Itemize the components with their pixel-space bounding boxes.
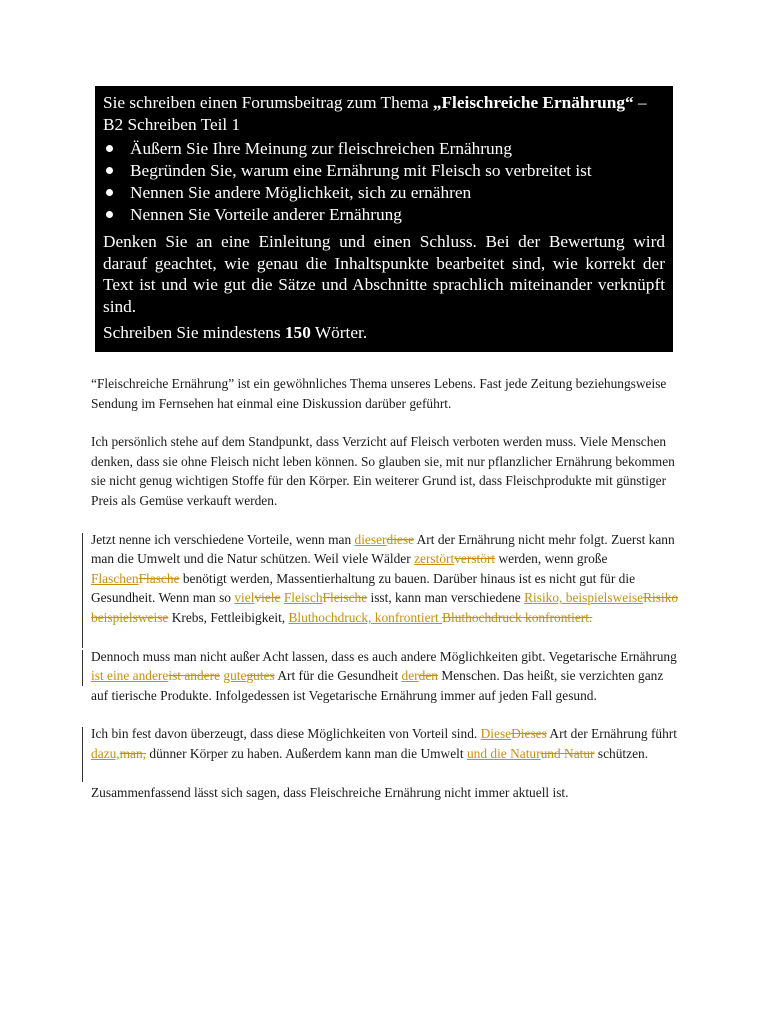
- task-title-prefix: Sie schreiben einen Forumsbeitrag zum Thema: [103, 93, 433, 112]
- tracked-insertion: gute: [223, 668, 247, 684]
- essay-text: Art der Ernährung führt: [546, 726, 677, 742]
- change-bar: [82, 727, 83, 782]
- tracked-deletion: Flasche: [138, 570, 180, 586]
- tracked-deletion: ist andere: [168, 668, 221, 684]
- essay-text: Jetzt nenne ich verschiedene Vorteile, wenn man: [91, 531, 355, 547]
- tracked-deletion: verstört: [454, 551, 496, 567]
- task-min-prefix: Schreiben Sie mindestens: [103, 323, 285, 342]
- tracked-insertion: dieser: [354, 531, 387, 547]
- task-title: [103, 92, 665, 135]
- tracked-deletion: und Natur: [540, 745, 595, 761]
- bullet-icon: [106, 167, 113, 174]
- task-subtitle: B2 Schreiben Teil 1: [103, 114, 241, 134]
- essay-text: benötigt werden, Massentierhaltung zu bauen. Darüber hinaus ist es nicht gut für die Gesundheit. Wenn man so: [91, 570, 636, 606]
- task-min-count: 150: [284, 323, 311, 342]
- task-bullet: [103, 182, 665, 204]
- essay-text: Krebs, Fettleibigkeit,: [168, 609, 289, 625]
- tracked-insertion: ist eine andere: [91, 668, 169, 684]
- task-min-suffix: Wörter.: [310, 323, 368, 342]
- essay-body: [91, 374, 681, 802]
- change-bar: [82, 533, 83, 648]
- task-bullet-list: [103, 138, 665, 226]
- essay-paragraph-alternatives: [91, 647, 681, 706]
- essay-text: Art der Ernährung nicht mehr folgt. Zuerst kann man die Umwelt und die Natur schützen. Weil viele Wälder: [91, 531, 675, 567]
- tracked-insertion: Bluthochdruck, konfrontiert: [288, 609, 443, 625]
- essay-paragraph-benefits: [91, 724, 681, 763]
- essay-text: dünner Körper zu haben. Außerdem kann man die Umwelt: [146, 745, 467, 761]
- tracked-insertion: und die Natur: [466, 745, 541, 761]
- tracked-insertion: Diese: [480, 726, 512, 742]
- task-bullet: [103, 204, 665, 226]
- task-bullet: [103, 138, 665, 160]
- essay-text: Menschen. Das heißt, sie verzichten ganz auf tierische Produkte. Infolgedessen ist Vegetarische Ernährung immer auf jeden Fall gesund.: [91, 668, 664, 703]
- task-box: [95, 86, 673, 352]
- essay-paragraph-conclusion: Zusammenfassend lässt sich sagen, dass Fleischreiche Ernährung nicht immer aktuell ist.: [91, 784, 569, 800]
- essay-paragraph-opinion: Ich persönlich stehe auf dem Standpunkt, dass Verzicht auf Fleisch verboten werden muss. Viele Menschen denken, dass sie ohne Fleisch nicht leben können. So glauben sie, mit nur pflanzlicher Ernährung bekommen sie nicht genug wichtigen Stoffe für den Körper. Ein weiterer Grund ist, dass Fleischprodukte mit günstiger Preis als Gemüse verkauft werden.: [91, 434, 675, 508]
- essay-text: schützen.: [594, 745, 649, 761]
- task-bullet: [103, 160, 665, 182]
- tracked-insertion: Fleisch: [283, 590, 323, 606]
- tracked-insertion: viel: [234, 590, 255, 606]
- essay-paragraph-advantages: [91, 530, 681, 628]
- tracked-deletion: den: [418, 668, 438, 684]
- task-topic: „Fleischreiche Ernährung“: [432, 93, 634, 112]
- essay-text: werden, wenn große: [495, 551, 608, 567]
- tracked-deletion: Bluthochdruck konfrontiert.: [442, 609, 593, 625]
- essay-text: isst, kann man verschiedene: [367, 590, 525, 606]
- tracked-insertion: dazu,: [91, 745, 120, 761]
- tracked-deletion: gutes: [246, 668, 275, 684]
- essay-text: Dennoch muss man nicht außer Acht lassen, dass es auch andere Möglichkeiten gibt. Vegetarische Ernährung: [91, 648, 677, 664]
- task-note: Denken Sie an eine Einleitung und einen Schluss. Bei der Bewertung wird darauf geachtet, wie genau die Inhaltspunkte bearbeitet sind, wie korrekt der Text ist und wie gut die Sätze und Abschnitte sprachlich miteinander verknüpft sind.: [103, 232, 665, 316]
- task-bullet-text: Nennen Sie andere Möglichkeit, sich zu ernähren: [130, 183, 472, 202]
- tracked-deletion: Dieses: [511, 726, 547, 742]
- task-bullet-text: Nennen Sie Vorteile anderer Ernährung: [130, 205, 402, 224]
- change-bar: [82, 650, 83, 686]
- bullet-icon: [106, 145, 113, 152]
- essay-text: Ich bin fest davon überzeugt, dass diese Möglichkeiten von Vorteil sind.: [91, 726, 481, 742]
- tracked-insertion: Risiko, beispielsweise: [524, 590, 644, 606]
- tracked-deletion: Risiko beispielsweise: [91, 590, 679, 625]
- tracked-insertion: der: [401, 668, 419, 684]
- bullet-icon: [106, 211, 113, 218]
- task-title-dash: –: [633, 93, 647, 112]
- task-bullet-text: Begründen Sie, warum eine Ernährung mit Fleisch so verbreitet ist: [130, 161, 592, 180]
- tracked-deletion: man,: [119, 745, 147, 761]
- task-word-minimum: [103, 322, 665, 344]
- tracked-deletion: viele: [254, 590, 281, 606]
- tracked-insertion: zerstört: [414, 551, 455, 567]
- tracked-deletion: diese: [386, 531, 415, 547]
- essay-text: Art für die Gesundheit: [274, 668, 402, 684]
- task-bullet-text: Äußern Sie Ihre Meinung zur fleischreichen Ernährung: [130, 139, 512, 158]
- tracked-insertion: Flaschen: [91, 570, 139, 586]
- tracked-deletion: Fleische: [322, 590, 368, 606]
- essay-paragraph-intro: “Fleischreiche Ernährung” ist ein gewöhnliches Thema unseres Lebens. Fast jede Zeitung beziehungsweise Sendung im Fernsehen hat einmal eine Diskussion darüber geführt.: [91, 376, 667, 411]
- bullet-icon: [106, 189, 113, 196]
